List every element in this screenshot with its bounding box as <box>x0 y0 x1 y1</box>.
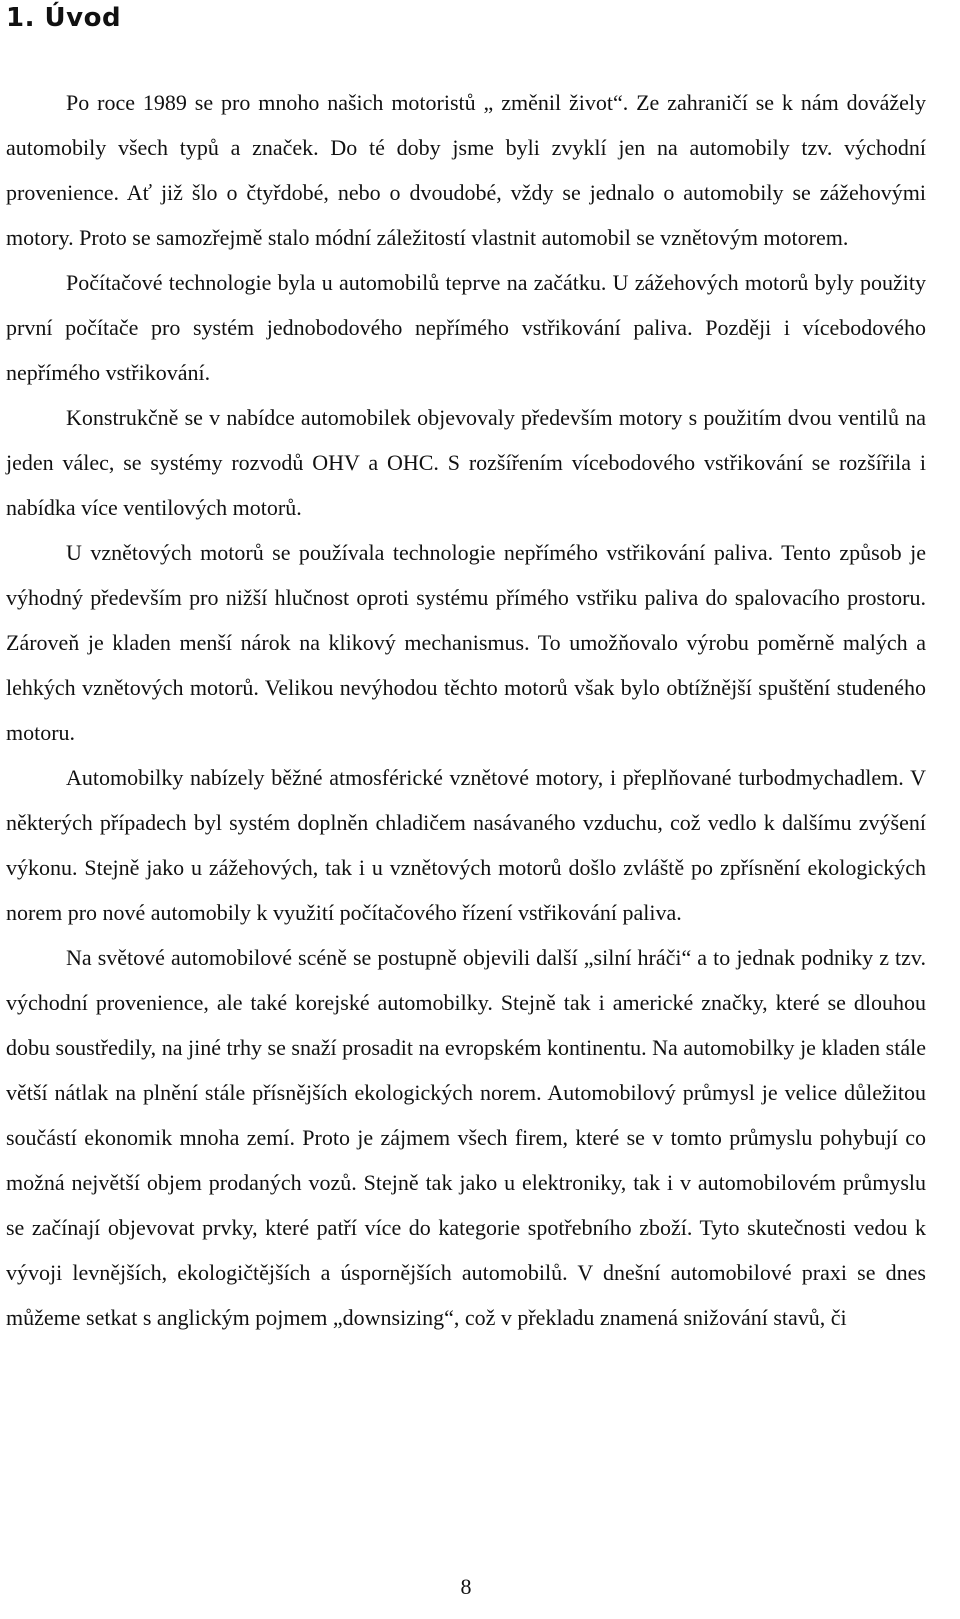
paragraph: U vznětových motorů se používala technologie nepřímého vstřikování paliva. Tento způsob je výhodný především pro nižší hlučnost oproti systému přímého vstřiku paliva do spalovacího prostoru. Zároveň je kladen menší nárok na klikový mechanismus. To umožňovalo výrobu poměrně malých a lehkých vznětových motorů. Velikou nevýhodou těchto motorů však bylo obtížnější spuštění studeného motoru. <box>6 540 926 745</box>
paragraph: Počítačové technologie byla u automobilů teprve na začátku. U zážehových motorů byly použity první počítače pro systém jednobodového nepřímého vstřikování paliva. Později i vícebodového nepřímého vstřikování. <box>6 270 926 385</box>
paragraph: Na světové automobilové scéně se postupně objevili další „silní hráči“ a to jednak podniky z tzv. východní provenience, ale také korejské automobilky. Stejně tak i americké značky, které se dlouhou dobu soustředily, na jiné trhy se snaží prosadit na evropském kontinentu. Na automobilky je kladen stále větší nátlak na plnění stále přísnějších ekologických norem. Automobilový průmysl je velice důležitou součástí ekonomik mnoha zemí. Proto je zájmem všech firem, které se v tomto průmyslu pohybují co možná největší objem prodaných vozů. Stejně tak jako u elektroniky, tak i v automobilovém průmyslu se začínají objevovat prvky, které patří více do kategorie spotřebního zboží. Tyto skutečnosti vedou k vývoji levnějších, ekologičtějších a úspornějších automobilů. V dnešní automobilové praxi se dnes můžeme setkat s anglickým pojmem „downsizing“, což v překladu znamená snižování stavů, či <box>6 945 926 1330</box>
paragraph: Automobilky nabízely běžné atmosférické vznětové motory, i přeplňované turbodmychadlem. V některých případech byl systém doplněn chladičem nasávaného vzduchu, což vedlo k dalšímu zvýšení výkonu. Stejně jako u zážehových, tak i u vznětových motorů došlo zvláště po zpřísnění ekologických norem pro nové automobily k využití počítačového řízení vstřikování paliva. <box>6 765 926 925</box>
chapter-heading: 1. Úvod <box>6 3 122 33</box>
body-text <box>6 80 926 1340</box>
page-number: 8 <box>460 1574 472 1599</box>
paragraph: Po roce 1989 se pro mnoho našich motoristů „ změnil život“. Ze zahraničí se k nám dovážely automobily všech typů a značek. Do té doby jsme byli zvyklí jen na automobily tzv. východní provenience. Ať již šlo o čtyřdobé, nebo o dvoudobé, vždy se jednalo o automobily se zážehovými motory. Proto se samozřejmě stalo módní záležitostí vlastnit automobil se vznětovým motorem. <box>6 90 926 250</box>
paragraph: Konstrukčně se v nabídce automobilek objevovaly především motory s použitím dvou ventilů na jeden válec, se systémy rozvodů OHV a OHC. S rozšířením vícebodového vstřikování se rozšířila i nabídka více ventilových motorů. <box>6 405 926 520</box>
